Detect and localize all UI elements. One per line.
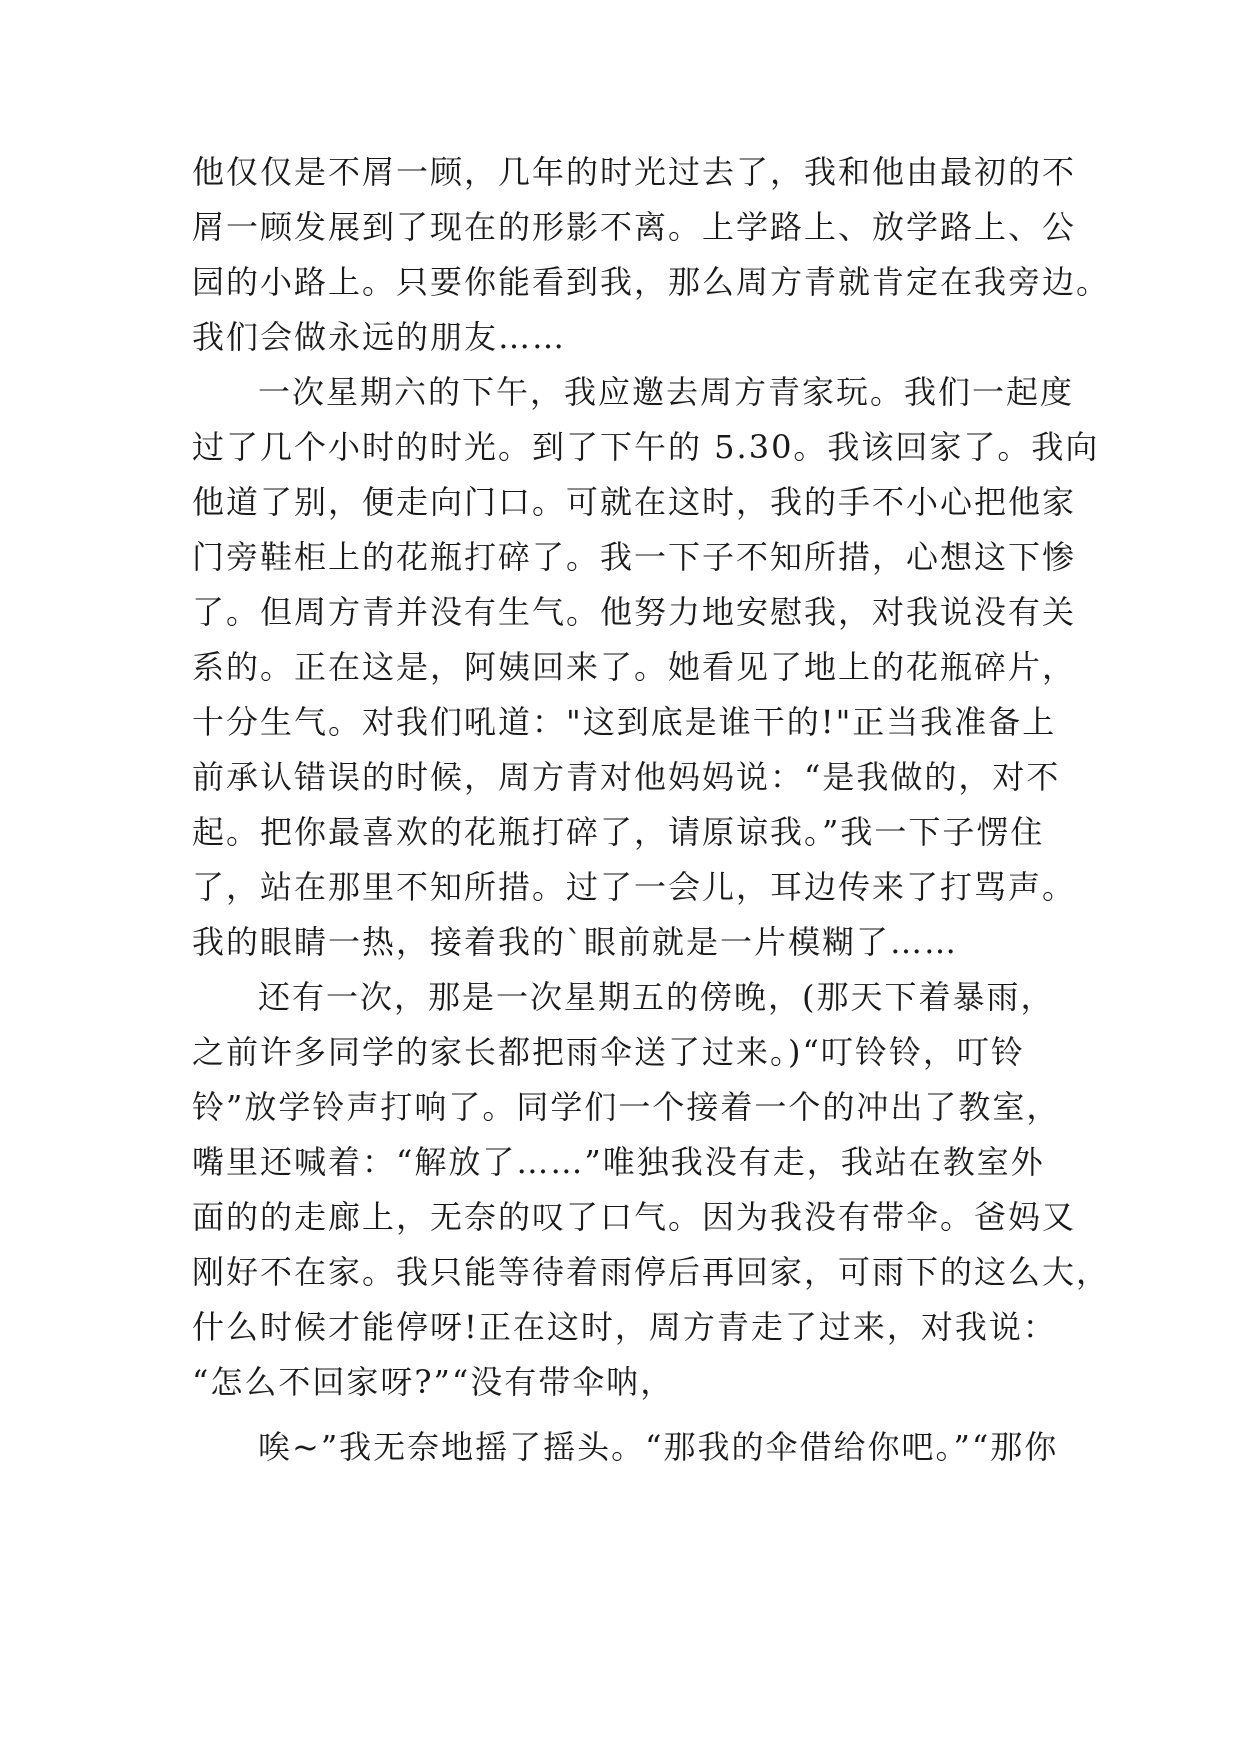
text-line: 前承认错误的时候，周方青对他妈妈说：“是我做的，对不: [192, 758, 1061, 796]
text-line: 屑一顾发展到了现在的形影不离。上学路上、放学路上、公: [192, 208, 1077, 246]
text-line: 铃”放学铃声打响了。同学们一个接着一个的冲出了教室，: [192, 1088, 1061, 1126]
text-line: 门旁鞋柜上的花瓶打碎了。我一下子不知所措，心想这下惨: [192, 538, 1077, 576]
text-line: 了，站在那里不知所措。过了一会儿，耳边传来了打骂声。: [192, 868, 1077, 906]
text-line: 刚好不在家。我只能等待着雨停后再回家，可雨下的这么大，: [192, 1253, 1111, 1291]
text-line: 过了几个小时的时光。到了下午的 5.30。我该回家了。我向: [192, 428, 1100, 466]
text-line: 面的的走廊上，无奈的叹了口气。因为我没有带伞。爸妈又: [192, 1198, 1077, 1236]
text-line: 我的眼睛一热，接着我的`眼前就是一片模糊了……: [192, 923, 959, 961]
text-line: 起。把你最喜欢的花瓶打碎了，请原谅我。”我一下子愣住: [192, 813, 1045, 851]
text-line: 系的。正在这是，阿姨回来了。她看见了地上的花瓶碎片，: [192, 648, 1077, 686]
text-line: 之前许多同学的家长都把雨伞送了过来。)“叮铃铃，叮铃: [192, 1033, 1025, 1071]
text-line: 我们会做永远的朋友……: [192, 318, 567, 356]
text-line: 什么时候才能停呀!正在这时，周方青走了过来，对我说：: [192, 1308, 1057, 1346]
text-line: 园的小路上。只要你能看到我，那么周方青就肯定在我旁边。: [192, 263, 1111, 301]
paragraph-first-line: 还有一次，那是一次星期五的傍晚，(那天下着暴雨，: [258, 978, 1055, 1016]
text-line: 他道了别，便走向门口。可就在这时，我的手不小心把他家: [192, 483, 1077, 521]
text-line: “怎么不回家呀?”“没有带伞呐，: [192, 1363, 675, 1401]
paragraph-first-line: 一次星期六的下午，我应邀去周方青家玩。我们一起度: [258, 373, 1075, 411]
text-line: 嘴里还喊着：“解放了……”唯独我没有走，我站在教室外: [192, 1143, 1045, 1181]
text-line: 十分生气。对我们吼道："这到底是谁干的!"正当我准备上: [192, 703, 1057, 741]
text-line: 他仅仅是不屑一顾，几年的时光过去了，我和他由最初的不: [192, 153, 1077, 191]
text-line: 了。但周方青并没有生气。他努力地安慰我，对我说没有关: [192, 593, 1077, 631]
paragraph-first-line: 唉~”我无奈地摇了摇头。“那我的伞借给你吧。”“那你: [258, 1428, 1059, 1466]
